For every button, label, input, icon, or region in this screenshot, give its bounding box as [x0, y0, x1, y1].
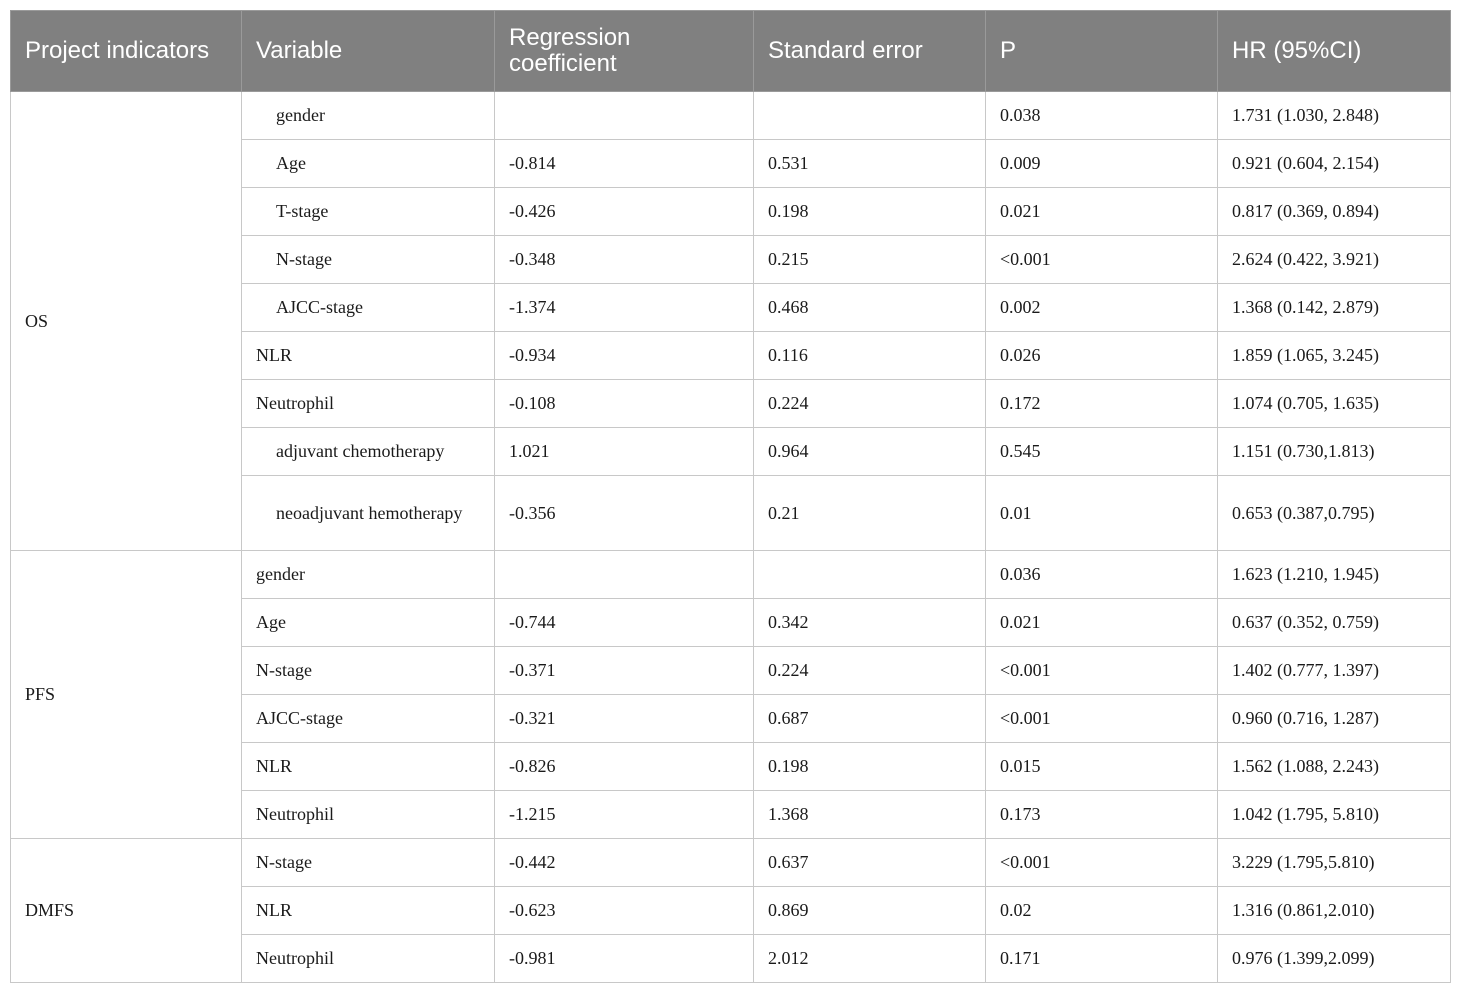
variable-cell: adjuvant chemotherapy [242, 428, 495, 476]
variable-cell: Neutrophil [242, 935, 495, 983]
variable-cell: N-stage [242, 839, 495, 887]
se-cell [754, 92, 986, 140]
header-p: P [986, 11, 1218, 92]
coef-cell: -0.321 [495, 695, 754, 743]
coef-cell: -0.934 [495, 332, 754, 380]
p-cell: 0.02 [986, 887, 1218, 935]
coef-cell: -0.426 [495, 188, 754, 236]
se-cell: 0.215 [754, 236, 986, 284]
coef-cell: -0.356 [495, 476, 754, 551]
p-cell: 0.009 [986, 140, 1218, 188]
p-cell: 0.026 [986, 332, 1218, 380]
se-cell: 0.964 [754, 428, 986, 476]
variable-cell: AJCC-stage [242, 695, 495, 743]
variable-cell: gender [242, 551, 495, 599]
se-cell: 0.687 [754, 695, 986, 743]
p-cell: <0.001 [986, 236, 1218, 284]
se-cell: 0.198 [754, 743, 986, 791]
coef-cell: -0.981 [495, 935, 754, 983]
group-label-os: OS [11, 92, 242, 551]
p-cell: 0.173 [986, 791, 1218, 839]
hr-cell: 1.623 (1.210, 1.945) [1218, 551, 1451, 599]
header-row [11, 11, 1451, 92]
p-cell: 0.002 [986, 284, 1218, 332]
hr-cell: 1.731 (1.030, 2.848) [1218, 92, 1451, 140]
hr-cell: 0.921 (0.604, 2.154) [1218, 140, 1451, 188]
coef-cell: -0.826 [495, 743, 754, 791]
p-cell: 0.172 [986, 380, 1218, 428]
hr-cell: 1.859 (1.065, 3.245) [1218, 332, 1451, 380]
variable-cell: gender [242, 92, 495, 140]
se-cell: 0.531 [754, 140, 986, 188]
variable-cell: T-stage [242, 188, 495, 236]
table-row [11, 551, 1451, 599]
group-label-dmfs: DMFS [11, 839, 242, 983]
group-label-pfs: PFS [11, 551, 242, 839]
hr-cell: 3.229 (1.795,5.810) [1218, 839, 1451, 887]
variable-cell: Neutrophil [242, 791, 495, 839]
p-cell: 0.545 [986, 428, 1218, 476]
coef-cell: -0.814 [495, 140, 754, 188]
hr-cell: 1.042 (1.795, 5.810) [1218, 791, 1451, 839]
hr-cell: 2.624 (0.422, 3.921) [1218, 236, 1451, 284]
variable-text: neoadjuvant hemotherapy [276, 502, 463, 523]
coef-cell: -0.348 [495, 236, 754, 284]
p-cell: <0.001 [986, 695, 1218, 743]
se-cell: 0.637 [754, 839, 986, 887]
coef-cell: -0.371 [495, 647, 754, 695]
variable-cell: Neutrophil [242, 380, 495, 428]
header-regression-coefficient: Regression coefficient [495, 11, 754, 92]
p-cell: 0.171 [986, 935, 1218, 983]
p-cell: <0.001 [986, 839, 1218, 887]
p-cell: <0.001 [986, 647, 1218, 695]
p-cell: 0.021 [986, 188, 1218, 236]
hr-cell: 0.817 (0.369, 0.894) [1218, 188, 1451, 236]
variable-cell: AJCC-stage [242, 284, 495, 332]
coef-cell: 1.021 [495, 428, 754, 476]
variable-cell: NLR [242, 887, 495, 935]
se-cell: 0.116 [754, 332, 986, 380]
hr-cell: 1.562 (1.088, 2.243) [1218, 743, 1451, 791]
header-hr-95ci: HR (95%CI) [1218, 11, 1451, 92]
p-cell: 0.036 [986, 551, 1218, 599]
variable-cell: Age [242, 599, 495, 647]
header-variable: Variable [242, 11, 495, 92]
hr-cell: 0.976 (1.399,2.099) [1218, 935, 1451, 983]
hr-cell: 0.637 (0.352, 0.759) [1218, 599, 1451, 647]
hr-cell: 1.074 (0.705, 1.635) [1218, 380, 1451, 428]
variable-cell: NLR [242, 743, 495, 791]
variable-cell: NLR [242, 332, 495, 380]
variable-cell: Age [242, 140, 495, 188]
coef-cell: -0.108 [495, 380, 754, 428]
p-cell: 0.01 [986, 476, 1218, 551]
table-row [11, 92, 1451, 140]
table-row [11, 839, 1451, 887]
p-cell: 0.021 [986, 599, 1218, 647]
variable-cell: N-stage [242, 236, 495, 284]
p-cell: 0.015 [986, 743, 1218, 791]
hr-cell: 1.151 (0.730,1.813) [1218, 428, 1451, 476]
hr-cell: 1.368 (0.142, 2.879) [1218, 284, 1451, 332]
se-cell: 0.21 [754, 476, 986, 551]
se-cell: 2.012 [754, 935, 986, 983]
se-cell: 0.468 [754, 284, 986, 332]
hr-cell: 1.402 (0.777, 1.397) [1218, 647, 1451, 695]
hr-cell: 0.960 (0.716, 1.287) [1218, 695, 1451, 743]
hr-cell: 0.653 (0.387,0.795) [1218, 476, 1451, 551]
se-cell: 0.224 [754, 380, 986, 428]
variable-cell: N-stage [242, 647, 495, 695]
coef-cell: -0.623 [495, 887, 754, 935]
coef-cell: -0.442 [495, 839, 754, 887]
header-project-indicators: Project indicators [11, 11, 242, 92]
coef-cell [495, 92, 754, 140]
coef-cell: -0.744 [495, 599, 754, 647]
se-cell: 0.224 [754, 647, 986, 695]
p-cell: 0.038 [986, 92, 1218, 140]
se-cell [754, 551, 986, 599]
se-cell: 0.198 [754, 188, 986, 236]
variable-cell [242, 476, 495, 551]
se-cell: 0.869 [754, 887, 986, 935]
se-cell: 1.368 [754, 791, 986, 839]
hr-cell: 1.316 (0.861,2.010) [1218, 887, 1451, 935]
coef-cell [495, 551, 754, 599]
regression-table [10, 10, 1451, 983]
se-cell: 0.342 [754, 599, 986, 647]
header-standard-error: Standard error [754, 11, 986, 92]
coef-cell: -1.374 [495, 284, 754, 332]
coef-cell: -1.215 [495, 791, 754, 839]
